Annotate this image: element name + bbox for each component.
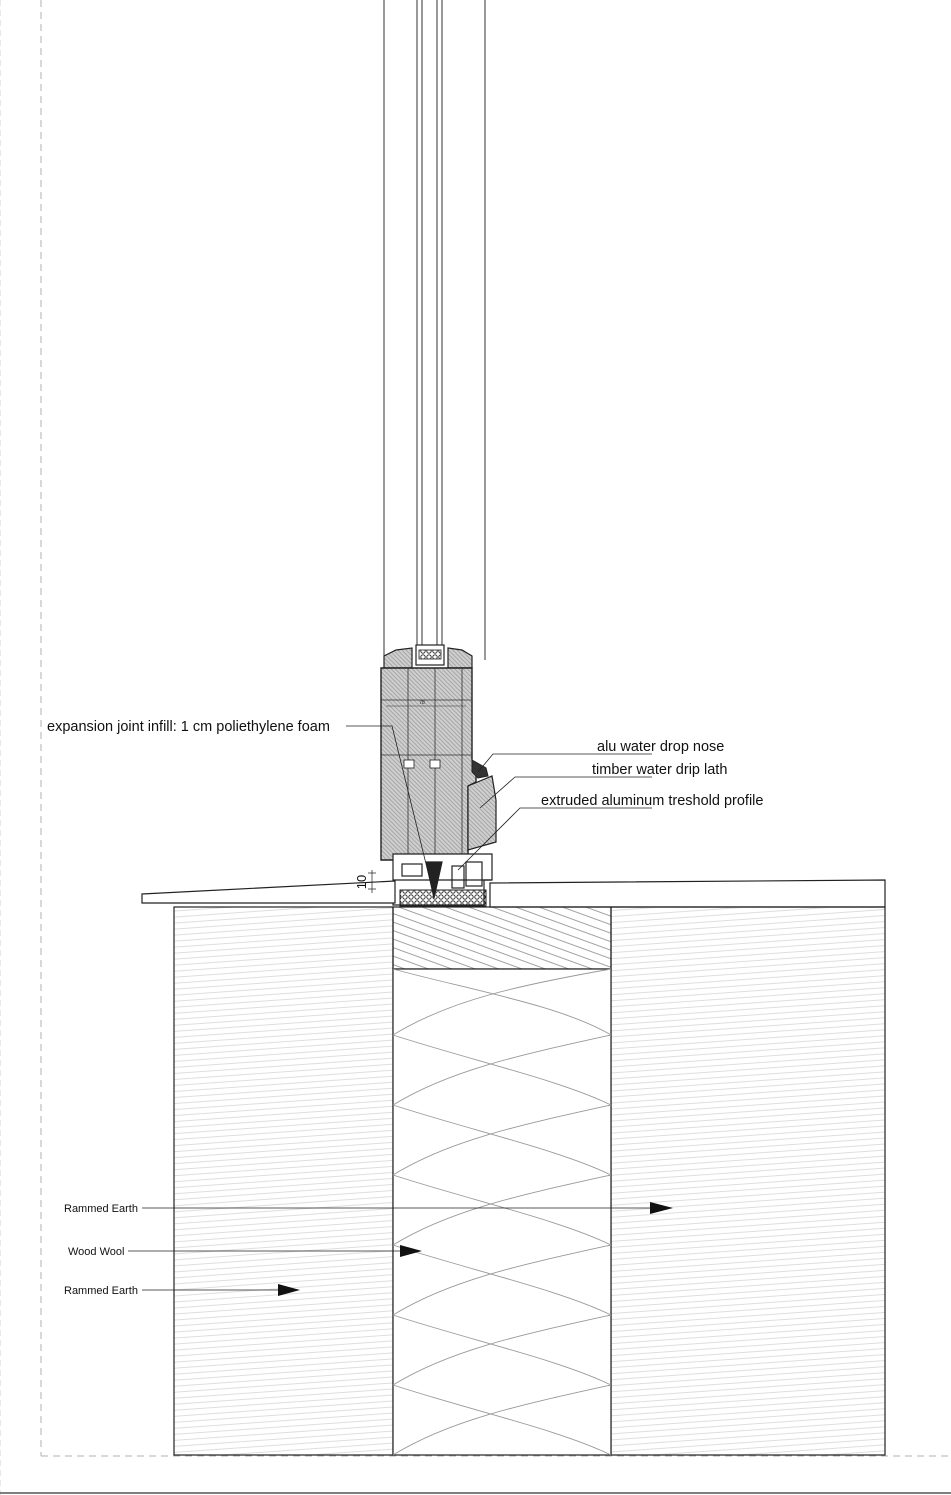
wood-wool-insulation — [393, 969, 611, 1455]
rammed-earth-inner-leaf — [611, 907, 885, 1455]
wood-wool-label: Wood Wool — [68, 1246, 125, 1258]
rammed-earth-inner-label: Rammed Earth — [64, 1285, 138, 1297]
frame-depth-dimension: 78 — [419, 700, 425, 706]
expansion-joint-label: expansion joint infill: 1 cm poliethylene foam — [47, 719, 330, 735]
rammed-earth-outer-leaf — [174, 907, 393, 1455]
alu-water-drop-nose-label: alu water drop nose — [597, 739, 725, 755]
rammed-earth-outer-label: Rammed Earth — [64, 1203, 138, 1215]
window-frame — [381, 668, 476, 860]
expansion-joint-foam — [400, 890, 486, 906]
joint-gap-label: 10 — [354, 874, 369, 890]
timber-drip-lath — [468, 776, 496, 850]
timber-top-plate — [393, 907, 611, 969]
glass-spacer — [416, 645, 444, 665]
interior-floor — [490, 880, 885, 907]
glazing-unit — [384, 0, 485, 660]
timber-water-drip-lath-label: timber water drip lath — [592, 762, 728, 778]
extruded-threshold-label: extruded aluminum treshold profile — [541, 793, 764, 809]
